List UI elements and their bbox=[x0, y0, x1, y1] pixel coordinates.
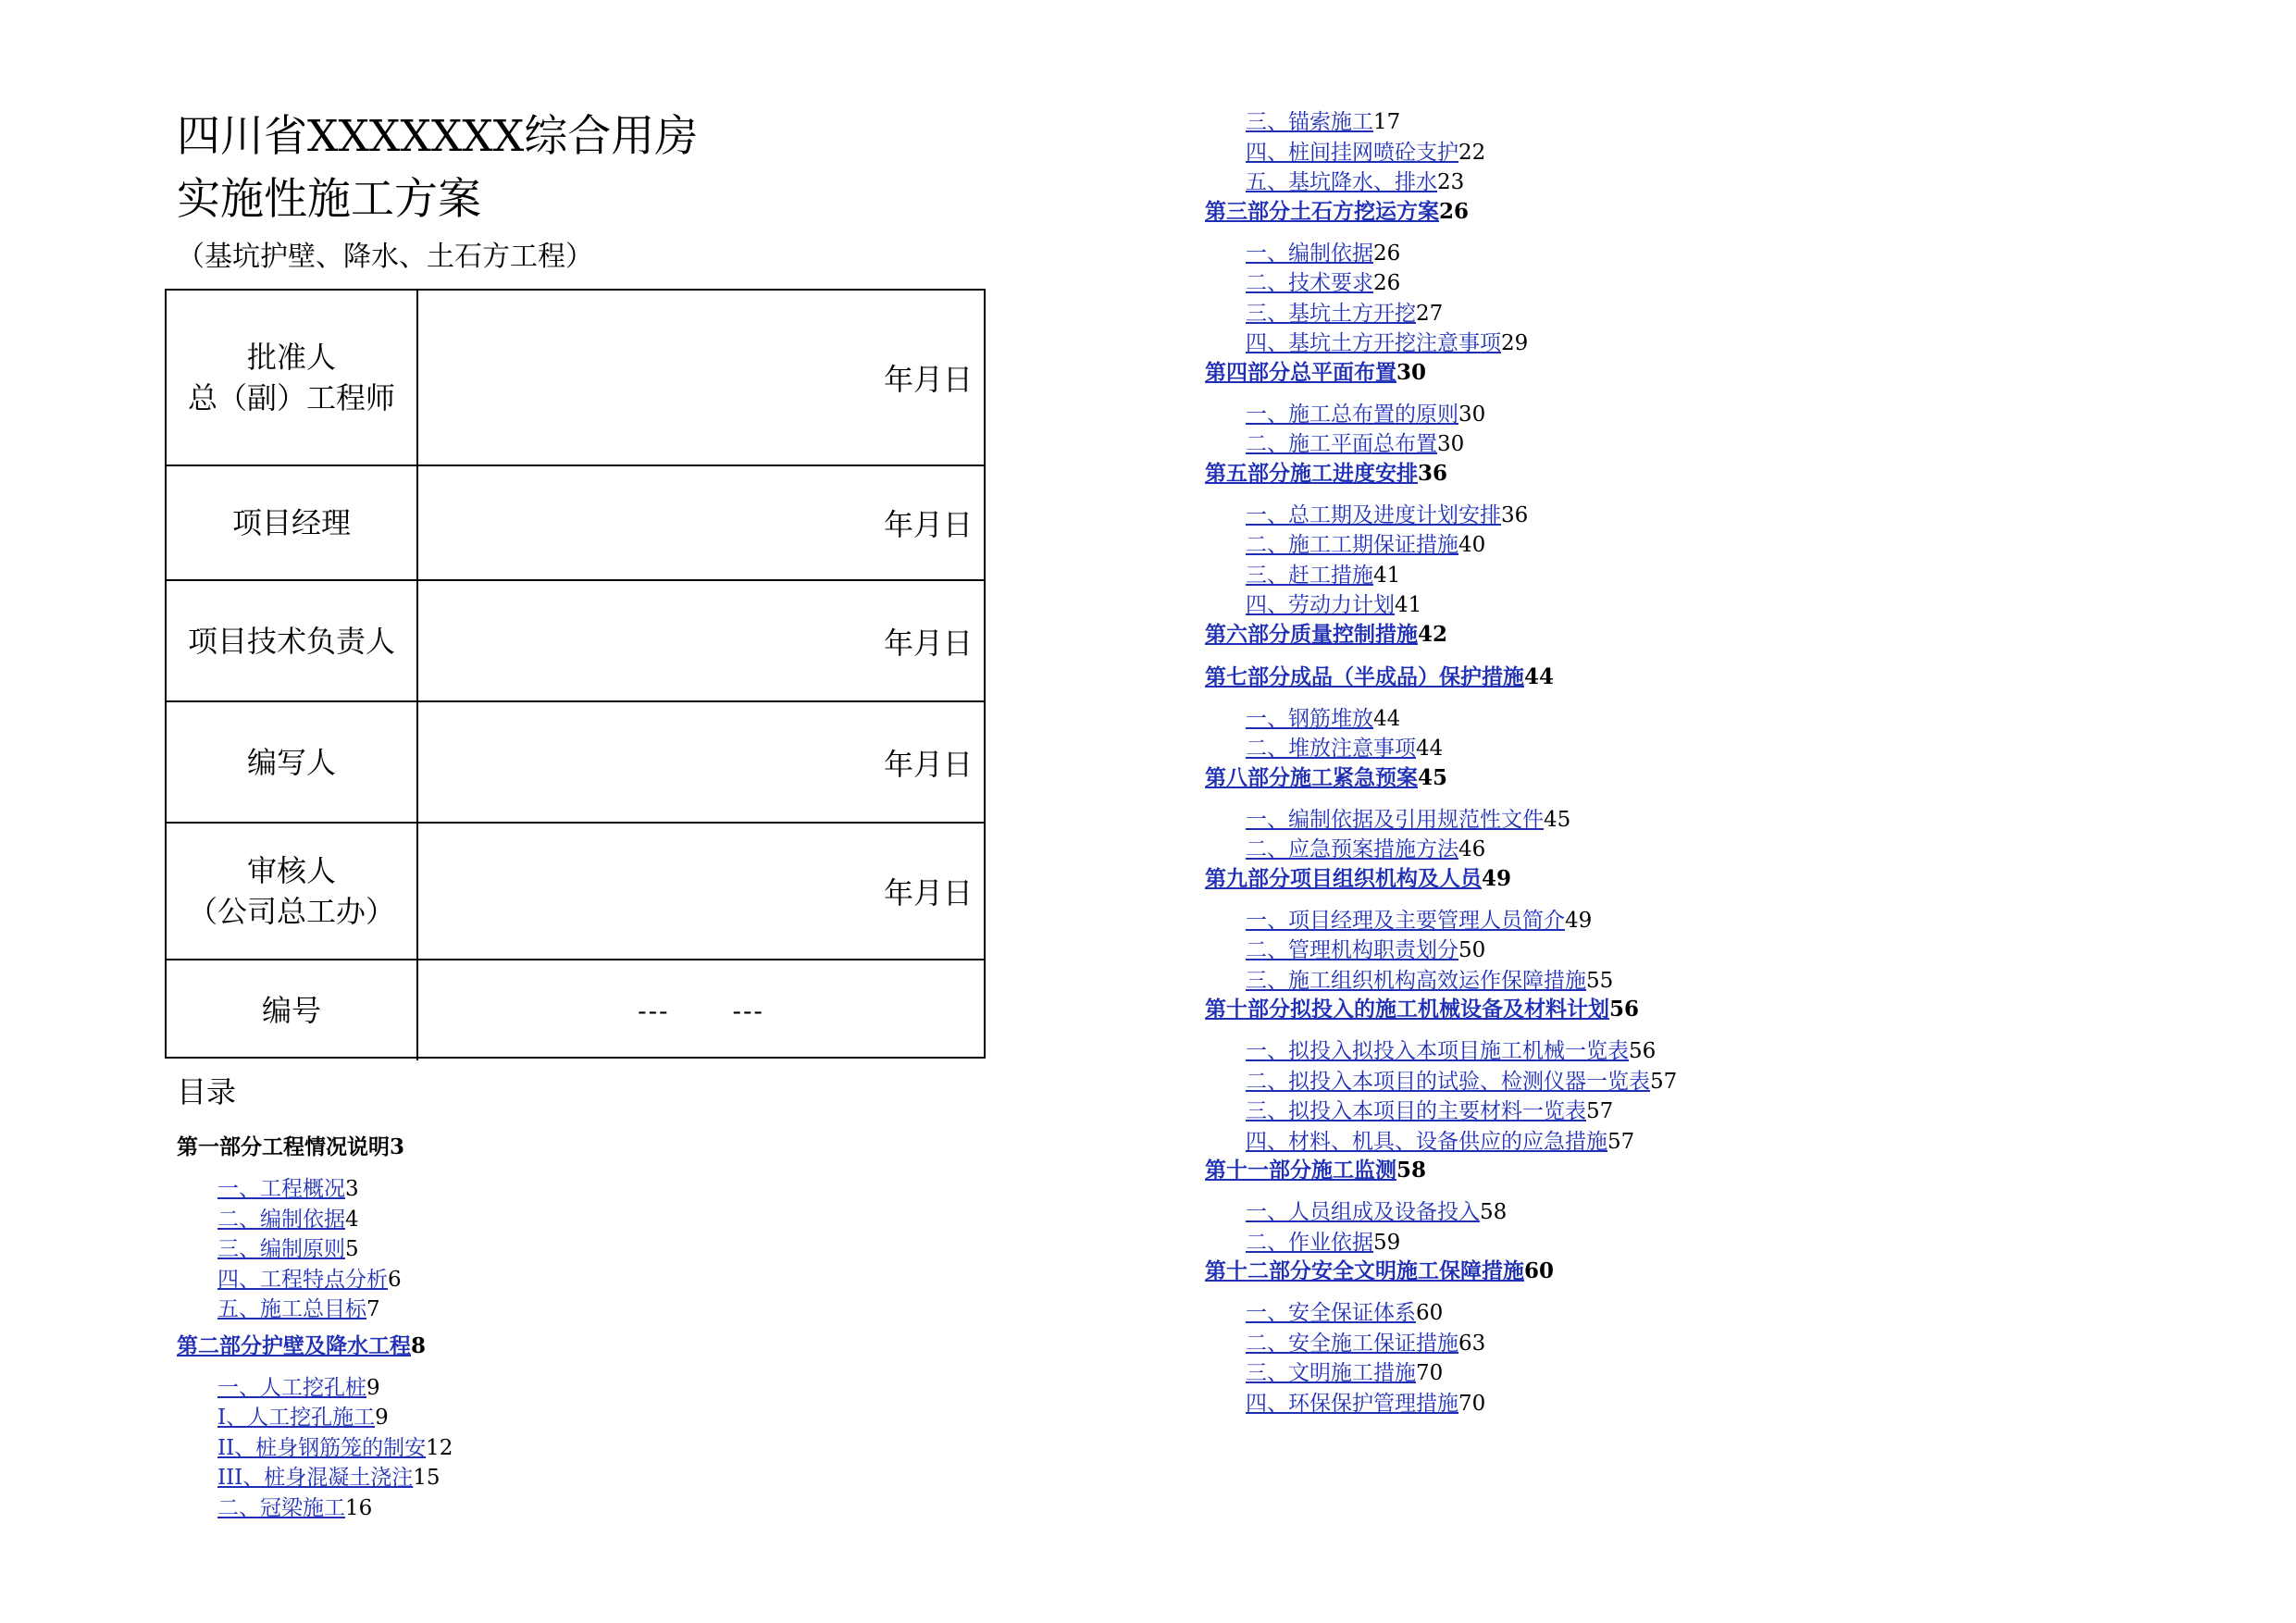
toc-link[interactable]: 二、管理机构职责划分 bbox=[1246, 938, 1458, 962]
signoff-label: 批准人 bbox=[246, 340, 336, 375]
toc-item bbox=[1205, 328, 1677, 359]
toc-item bbox=[1205, 1389, 1677, 1419]
toc-part bbox=[1205, 621, 1677, 649]
toc-part bbox=[1205, 996, 1677, 1023]
toc-item bbox=[1205, 107, 1677, 138]
toc-link[interactable]: 一、钢筋堆放 bbox=[1246, 706, 1373, 731]
toc-page-number: 15 bbox=[413, 1466, 441, 1490]
toc-part bbox=[1205, 764, 1677, 792]
toc-link[interactable]: 二、编制依据 bbox=[217, 1207, 345, 1232]
signoff-label-sub: 总（副）工程师 bbox=[187, 380, 395, 415]
toc-page-number: 12 bbox=[426, 1435, 453, 1460]
toc-page-number: 60 bbox=[1524, 1258, 1555, 1283]
toc-link[interactable]: 二、安全施工保证措施 bbox=[1246, 1331, 1458, 1356]
signoff-label: 编写人 bbox=[246, 744, 336, 780]
signoff-label: 项目技术负责人 bbox=[187, 623, 395, 659]
toc-link[interactable]: 二、堆放注意事项 bbox=[1246, 737, 1416, 761]
toc-page-number: 45 bbox=[1418, 764, 1448, 790]
document-title-line2: 实施性施工方案 bbox=[177, 174, 481, 225]
toc-page-number: 57 bbox=[1607, 1129, 1635, 1154]
toc-item bbox=[1205, 167, 1677, 198]
toc-item bbox=[177, 1373, 453, 1404]
toc-page-number: 29 bbox=[1501, 331, 1529, 355]
toc-part bbox=[177, 1332, 453, 1360]
toc-page-number: 26 bbox=[1373, 271, 1401, 295]
toc-item bbox=[1205, 835, 1677, 865]
toc-page-number: 44 bbox=[1524, 663, 1555, 689]
signoff-number-label-cell bbox=[167, 960, 418, 1060]
toc-item bbox=[1205, 561, 1677, 591]
toc-page-number: 36 bbox=[1418, 460, 1448, 486]
toc-item bbox=[1205, 268, 1677, 299]
toc-page-number: 70 bbox=[1458, 1391, 1486, 1416]
toc-part bbox=[1205, 198, 1677, 226]
toc-item bbox=[1205, 906, 1677, 936]
toc-link[interactable]: 四、工程特点分析 bbox=[217, 1267, 388, 1292]
toc-part bbox=[1205, 1157, 1677, 1184]
signoff-number-part: --- bbox=[732, 995, 764, 1026]
toc-item bbox=[177, 1433, 453, 1464]
toc-page-number: 30 bbox=[1396, 359, 1427, 385]
toc-item bbox=[1205, 501, 1677, 531]
toc-page-number: 26 bbox=[1439, 198, 1470, 224]
toc-link[interactable]: 一、人工挖孔桩 bbox=[217, 1375, 366, 1400]
toc-column-right bbox=[1205, 107, 1677, 1419]
toc-page-number: 40 bbox=[1458, 533, 1486, 557]
toc-link[interactable]: 二、拟投入本项目的试验、检测仪器一览表 bbox=[1246, 1069, 1650, 1094]
toc-item bbox=[1205, 1197, 1677, 1228]
toc-page-number: 41 bbox=[1395, 593, 1422, 617]
toc-link[interactable]: 一、编制依据 bbox=[1246, 241, 1373, 266]
toc-page-number: 22 bbox=[1458, 140, 1486, 165]
toc-item bbox=[1205, 1228, 1677, 1258]
toc-page-number: 58 bbox=[1396, 1158, 1427, 1183]
toc-item bbox=[1205, 429, 1677, 460]
toc-part bbox=[1205, 359, 1677, 387]
signoff-row bbox=[167, 579, 984, 700]
toc-page-number: 41 bbox=[1373, 563, 1401, 588]
toc-item bbox=[1205, 704, 1677, 735]
toc-part-link[interactable]: 第八部分施工紧急预案 bbox=[1205, 764, 1418, 790]
toc-page-number: 49 bbox=[1482, 865, 1512, 891]
toc-item bbox=[1205, 734, 1677, 764]
toc-page-number: 59 bbox=[1373, 1230, 1401, 1255]
toc-page-number: 60 bbox=[1416, 1301, 1444, 1325]
toc-part-link[interactable]: 第十二部分安全文明施工保障措施 bbox=[1205, 1258, 1524, 1283]
toc-part bbox=[1205, 460, 1677, 488]
toc-page-number: 44 bbox=[1373, 706, 1401, 731]
toc-item bbox=[1205, 299, 1677, 329]
toc-part-link[interactable]: 第六部分质量控制措施 bbox=[1205, 621, 1418, 647]
toc-part bbox=[1205, 663, 1677, 691]
toc-item bbox=[1205, 239, 1677, 269]
toc-part bbox=[1205, 865, 1677, 893]
toc-item bbox=[1205, 1096, 1677, 1127]
toc-page-number: 56 bbox=[1629, 1039, 1657, 1063]
signoff-date: 年月日 bbox=[883, 625, 973, 661]
toc-page-number: 49 bbox=[1565, 908, 1593, 933]
toc-page-number: 7 bbox=[366, 1297, 380, 1321]
toc-item bbox=[1205, 805, 1677, 836]
toc-link[interactable]: II、桩身钢筋笼的制安 bbox=[217, 1435, 427, 1460]
signoff-number-label: 编号 bbox=[261, 993, 321, 1028]
toc-link[interactable]: 一、总工期及进度计划安排 bbox=[1246, 502, 1501, 527]
toc-page-number: 46 bbox=[1458, 837, 1486, 861]
toc-page-number: 16 bbox=[345, 1495, 373, 1520]
toc-page-number: 30 bbox=[1437, 432, 1465, 456]
toc-link[interactable]: 四、桩间挂网喷砼支护 bbox=[1246, 140, 1458, 165]
toc-item bbox=[177, 1205, 453, 1235]
signoff-label: 审核人 bbox=[246, 853, 336, 888]
toc-page-number: 56 bbox=[1609, 997, 1640, 1022]
toc-page-number: 3 bbox=[345, 1177, 359, 1201]
toc-link[interactable]: III、桩身混凝土浇注 bbox=[217, 1466, 414, 1490]
document-subtitle: （基坑护壁、降水、土石方工程） bbox=[177, 241, 593, 273]
toc-link[interactable]: 三、锚索施工 bbox=[1246, 110, 1373, 134]
toc-item bbox=[1205, 530, 1677, 561]
toc-link[interactable]: 一、人员组成及设备投入 bbox=[1246, 1200, 1480, 1224]
toc-item bbox=[177, 1295, 453, 1325]
toc-link[interactable]: 一、施工总布置的原则 bbox=[1246, 402, 1458, 427]
signoff-number-part: --- bbox=[638, 995, 670, 1026]
toc-link[interactable]: 三、拟投入本项目的主要材料一览表 bbox=[1246, 1099, 1586, 1123]
signoff-table bbox=[165, 289, 986, 1059]
toc-link[interactable]: 五、基坑降水、排水 bbox=[1246, 170, 1437, 194]
toc-part-link[interactable]: 第七部分成品（半成品）保护措施 bbox=[1205, 663, 1524, 689]
toc-link[interactable]: 一、编制依据及引用规范性文件 bbox=[1246, 807, 1544, 832]
toc-page-number: 6 bbox=[388, 1267, 402, 1292]
toc-page-number: 58 bbox=[1480, 1200, 1508, 1224]
signoff-date: 年月日 bbox=[883, 746, 973, 782]
toc-page-number: 70 bbox=[1416, 1361, 1444, 1385]
toc-link[interactable]: 四、环保保护管理措施 bbox=[1246, 1391, 1458, 1416]
signoff-label-cell bbox=[167, 824, 418, 959]
toc-item bbox=[177, 1463, 453, 1493]
toc-item bbox=[177, 1403, 453, 1433]
toc-part-link[interactable]: 第十一部分施工监测 bbox=[1205, 1158, 1396, 1183]
toc-link[interactable]: 二、冠梁施工 bbox=[217, 1495, 345, 1520]
toc-part bbox=[1205, 1258, 1677, 1285]
toc-page-number: 3 bbox=[390, 1134, 405, 1159]
toc-link[interactable]: I、人工挖孔施工 bbox=[217, 1406, 376, 1430]
toc-link[interactable]: 三、编制原则 bbox=[217, 1237, 345, 1261]
toc-link[interactable]: 五、施工总目标 bbox=[217, 1297, 366, 1321]
toc-item bbox=[1205, 1036, 1677, 1067]
toc-item bbox=[1205, 1127, 1677, 1158]
signoff-label-sub: （公司总工办） bbox=[187, 894, 395, 929]
toc-page-number: 8 bbox=[411, 1332, 427, 1358]
signoff-label-cell bbox=[167, 291, 418, 465]
toc-page-number: 55 bbox=[1586, 968, 1614, 993]
toc-link[interactable]: 三、施工组织机构高效运作保障措施 bbox=[1246, 968, 1586, 993]
document-title-line1: 四川省XXXXXXX综合用房 bbox=[177, 111, 699, 162]
toc-page-number: 30 bbox=[1458, 402, 1486, 427]
toc-part-title: 第一部分工程情况说明 bbox=[177, 1134, 390, 1159]
toc-link[interactable]: 二、施工平面总布置 bbox=[1246, 432, 1437, 456]
signoff-row bbox=[167, 822, 984, 959]
toc-page-number: 63 bbox=[1458, 1331, 1486, 1356]
toc-link[interactable]: 四、劳动力计划 bbox=[1246, 593, 1395, 617]
toc-link[interactable]: 一、工程概况 bbox=[217, 1177, 345, 1201]
signoff-row bbox=[167, 700, 984, 822]
toc-item bbox=[177, 1234, 453, 1265]
toc-link[interactable]: 三、文明施工措施 bbox=[1246, 1361, 1416, 1385]
signoff-date: 年月日 bbox=[883, 875, 973, 911]
toc-part-link[interactable]: 第五部分施工进度安排 bbox=[1205, 460, 1418, 486]
signoff-date: 年月日 bbox=[883, 362, 973, 397]
toc-part-link[interactable]: 第十部分拟投入的施工机械设备及材料计划 bbox=[1205, 997, 1609, 1022]
toc-link[interactable]: 一、拟投入拟投入本项目施工机械一览表 bbox=[1246, 1039, 1629, 1063]
toc-item bbox=[177, 1174, 453, 1205]
toc-column-left bbox=[177, 1134, 453, 1523]
toc-item bbox=[1205, 400, 1677, 430]
toc-link[interactable]: 二、应急预案措施方法 bbox=[1246, 837, 1458, 861]
signoff-label-cell bbox=[167, 702, 418, 822]
toc-link[interactable]: 三、基坑土方开挖 bbox=[1246, 301, 1416, 326]
toc-item bbox=[177, 1493, 453, 1524]
toc-item bbox=[1205, 966, 1677, 997]
toc-item bbox=[1205, 1329, 1677, 1359]
signoff-label: 项目经理 bbox=[231, 505, 351, 540]
toc-link[interactable]: 一、项目经理及主要管理人员简介 bbox=[1246, 908, 1565, 933]
signoff-label-cell bbox=[167, 581, 418, 700]
toc-page-number: 50 bbox=[1458, 938, 1486, 962]
toc-item bbox=[177, 1265, 453, 1295]
signoff-number-row bbox=[167, 959, 984, 1060]
toc-page-number: 9 bbox=[366, 1375, 380, 1400]
toc-link[interactable]: 四、基坑土方开挖注意事项 bbox=[1246, 331, 1501, 355]
toc-page-number: 5 bbox=[345, 1237, 359, 1261]
toc-part-link[interactable]: 第四部分总平面布置 bbox=[1205, 359, 1396, 385]
toc-page-number: 42 bbox=[1418, 621, 1448, 647]
toc-page-number: 36 bbox=[1501, 502, 1529, 527]
toc-link[interactable]: 二、作业依据 bbox=[1246, 1230, 1373, 1255]
toc-link[interactable]: 一、安全保证体系 bbox=[1246, 1301, 1416, 1325]
signoff-label-cell bbox=[167, 466, 418, 579]
toc-page-number: 9 bbox=[375, 1406, 389, 1430]
toc-part-link[interactable]: 第三部分土石方挖运方案 bbox=[1205, 198, 1439, 224]
toc-item bbox=[1205, 138, 1677, 168]
toc-part-link[interactable]: 第九部分项目组织机构及人员 bbox=[1205, 865, 1482, 891]
toc-page-number: 26 bbox=[1373, 241, 1401, 266]
toc-item bbox=[1205, 590, 1677, 621]
toc-page-number: 57 bbox=[1586, 1099, 1614, 1123]
toc-page-number: 27 bbox=[1416, 301, 1444, 326]
signoff-date: 年月日 bbox=[883, 507, 973, 542]
toc-page-number: 23 bbox=[1437, 170, 1465, 194]
toc-page-number: 4 bbox=[345, 1207, 359, 1232]
toc-item bbox=[1205, 1298, 1677, 1329]
toc-page-number: 17 bbox=[1373, 110, 1401, 134]
toc-item bbox=[1205, 1067, 1677, 1097]
signoff-number-value bbox=[418, 960, 984, 1060]
toc-link[interactable]: 四、材料、机具、设备供应的应急措施 bbox=[1246, 1129, 1607, 1154]
signoff-row bbox=[167, 291, 984, 465]
toc-part bbox=[177, 1134, 453, 1161]
toc-link[interactable]: 二、技术要求 bbox=[1246, 271, 1373, 295]
toc-item bbox=[1205, 1358, 1677, 1389]
toc-link[interactable]: 三、赶工措施 bbox=[1246, 563, 1373, 588]
signoff-row bbox=[167, 465, 984, 579]
toc-page-number: 57 bbox=[1650, 1069, 1678, 1094]
toc-item bbox=[1205, 935, 1677, 966]
toc-link[interactable]: 二、施工工期保证措施 bbox=[1246, 533, 1458, 557]
toc-page-number: 45 bbox=[1544, 807, 1571, 832]
toc-page-number: 44 bbox=[1416, 737, 1444, 761]
toc-part-link[interactable]: 第二部分护壁及降水工程 bbox=[177, 1332, 411, 1358]
toc-heading: 目录 bbox=[177, 1074, 237, 1109]
